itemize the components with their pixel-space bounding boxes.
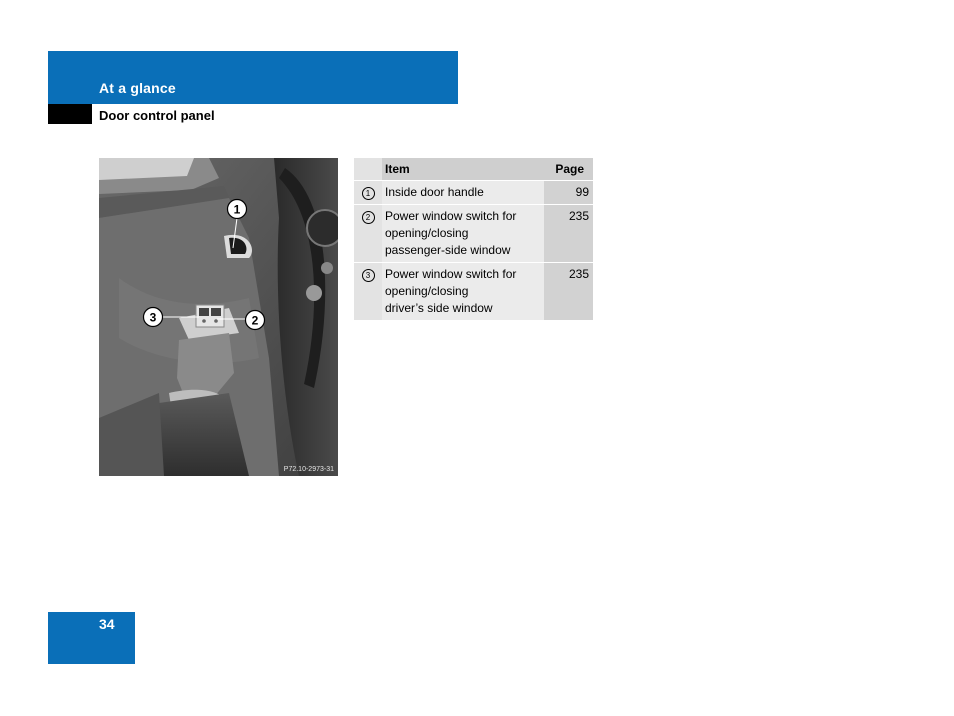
door-panel-illustration bbox=[99, 158, 338, 476]
item-description-line: Inside door handle bbox=[385, 185, 484, 199]
table-row bbox=[354, 205, 593, 263]
page-number: 34 bbox=[99, 616, 115, 632]
subsection-title: Door control panel bbox=[99, 108, 215, 123]
door-panel-photo bbox=[99, 158, 338, 476]
callout-3-label: 3 bbox=[149, 310, 157, 325]
item-description-line: Power window switch for bbox=[385, 209, 517, 223]
item-description-line: opening/closing bbox=[385, 226, 469, 240]
table-row bbox=[354, 263, 593, 321]
table-header-page: Page bbox=[544, 158, 593, 181]
callout-2-label: 2 bbox=[251, 313, 259, 328]
item-page: 235 bbox=[544, 263, 593, 321]
table-header-num bbox=[354, 158, 382, 181]
item-description-line: passenger-side window bbox=[385, 243, 511, 257]
section-title: At a glance bbox=[99, 80, 176, 96]
item-description-line: driver’s side window bbox=[385, 301, 493, 315]
table-header-item: Item bbox=[382, 158, 544, 181]
item-page: 235 bbox=[544, 205, 593, 263]
section-tab-marker bbox=[48, 104, 92, 124]
figure-code: P72.10-2973-31 bbox=[283, 466, 334, 473]
table-row bbox=[354, 181, 593, 205]
item-description-line: opening/closing bbox=[385, 284, 469, 298]
item-number-badge: 3 bbox=[362, 269, 375, 282]
page-number-band bbox=[48, 612, 135, 664]
item-number-badge: 1 bbox=[362, 187, 375, 200]
legend-table bbox=[354, 158, 593, 320]
header-band bbox=[48, 51, 458, 104]
item-description-line: Power window switch for bbox=[385, 267, 517, 281]
item-page: 99 bbox=[544, 181, 593, 205]
callout-1-label: 1 bbox=[233, 202, 241, 217]
item-number-badge: 2 bbox=[362, 211, 375, 224]
